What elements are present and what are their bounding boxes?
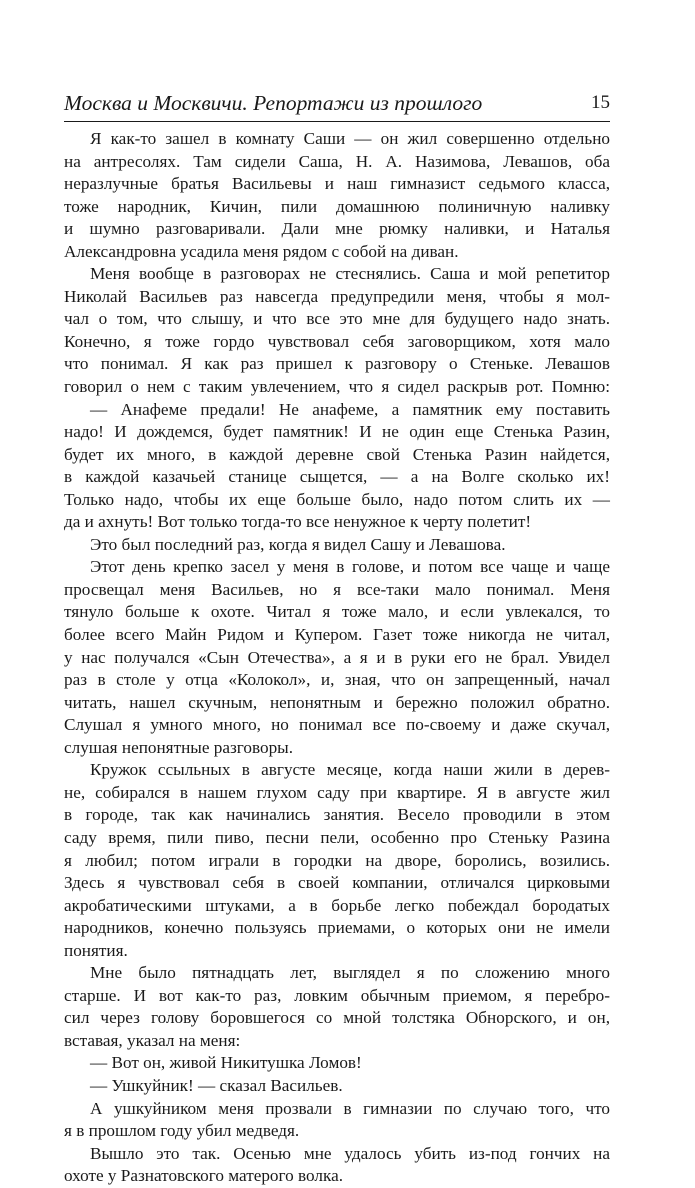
text-line: чал о том, что слышу, и что все это мне для будущего надо знать.	[64, 309, 610, 329]
text-line: говорил о нем с таким увлечением, что я сидел раскрыв рот. Помню:	[64, 377, 610, 397]
text-line: — Ушкуйник! — сказал Васильев.	[90, 1075, 343, 1095]
text-line: Я как-то зашел в комнату Саши — он жил совершенно отдельно	[90, 129, 610, 148]
text-line: Слушал я умного много, но понимал все по-своему и даже скучал,	[64, 715, 610, 735]
text-line: — Анафеме предали! Не анафеме, а памятник ему поставить	[90, 399, 610, 419]
text-line: А ушкуйником меня прозвали в гимназии по случаю того, что	[90, 1098, 610, 1118]
text-line: Только надо, чтобы их еще больше было, надо потом слить их —	[64, 489, 610, 509]
text-line: в городе, так как начинались занятия. Весело проводили в этом	[64, 805, 610, 825]
text-line: вставая, указал на меня:	[64, 1030, 241, 1050]
text-line: тоже народник, Кичин, пили домашнюю полиничную наливку	[64, 196, 610, 216]
text-line: что понимал. Я как раз пришел к разговору о Стеньке. Левашов	[64, 354, 610, 374]
text-line: Александровна усадила меня рядом с собой на диван.	[64, 241, 459, 261]
text-line: у нас получался «Сын Отечества», а я и в руки его не брал. Увидел	[64, 647, 610, 667]
running-head	[64, 88, 610, 118]
running-title: Москва и Москвичи. Репортажи из прошлого	[64, 91, 483, 115]
page-number: 15	[591, 92, 610, 113]
text-line: слушая непонятные разговоры.	[64, 737, 294, 757]
text-line: Николай Васильев раз навсегда предупредили меня, чтобы я мол-	[64, 286, 610, 306]
text-line: — Вот он, живой Никитушка Ломов!	[90, 1053, 362, 1073]
text-line: в каждой казачьей станице сыщется, — а на Волге сколько их!	[64, 467, 610, 487]
text-line: да и ахнуть! Вот только тогда-то все ненужное к черту полетит!	[64, 512, 532, 532]
text-line: и шумно разговаривали. Дали мне рюмку наливки, и Наталья	[64, 219, 610, 239]
text-line: Мне было пятнадцать лет, выглядел я по сложению много	[90, 963, 610, 983]
text-line: более всего Майн Ридом и Купером. Газет тоже никогда не читал,	[64, 625, 610, 645]
text-line: надо! И дождемся, будет памятник! И не один еще Стенька Разин,	[64, 422, 610, 442]
text-line: саду время, пили пиво, песни пели, особенно про Стеньку Разина	[64, 827, 610, 847]
text-line: Меня вообще в разговорах не стеснялись. Саша и мой репетитор	[90, 264, 610, 284]
text-line: будет их много, в каждой деревне свой Стенька Разин найдется,	[64, 444, 610, 464]
text-line: Здесь я чувствовал себя в своей компании, отличался цирковыми	[64, 873, 610, 893]
text-line: охоте у Разнатовского матерого волка.	[64, 1166, 343, 1186]
text-line: просвещал меня Васильев, но я все-таки мало понимал. Меня	[64, 579, 610, 599]
text-line: неразлучные братья Васильевы и наш гимназист седьмого класса,	[64, 174, 610, 194]
text-line: понятия.	[64, 940, 128, 960]
text-line: тянуло больше к охоте. Читал я тоже мало, и если увлекался, то	[64, 602, 610, 622]
text-line: старше. И вот как-то раз, ловким обычным приемом, я перебро-	[64, 985, 610, 1005]
text-line: я в прошлом году убил медведя.	[64, 1121, 300, 1141]
text-line: Это был последний раз, когда я видел Сашу и Левашова.	[90, 534, 506, 554]
text-line: Кружок ссыльных в августе месяце, когда наши жили в дерев-	[90, 760, 610, 780]
text-line: Конечно, я тоже гордо чувствовал себя заговорщиком, хотя мало	[64, 331, 610, 351]
body-text	[64, 128, 610, 1188]
text-line: сил через голову боровшегося со мной толстяка Обнорского, и он,	[64, 1008, 610, 1028]
text-line: я любил; потом играли в городки на дворе, боролись, возились.	[64, 850, 610, 870]
text-line: читать, нашел скучным, непонятным и бережно положил обратно.	[64, 692, 610, 712]
text-line: народников, конечно пользуясь приемами, о которых они не имели	[64, 918, 610, 938]
text-line: акробатическими штуками, а в борьбе легко побеждал бородатых	[64, 895, 610, 915]
text-line: Вышло это так. Осенью мне удалось убить из-под гончих на	[90, 1143, 610, 1163]
text-line: на антресолях. Там сидели Саша, Н. А. Назимова, Левашов, оба	[64, 151, 610, 171]
header-rule	[64, 121, 610, 122]
text-line: Этот день крепко засел у меня в голове, и потом все чаще и чаще	[90, 557, 610, 577]
text-line: раз в столе у отца «Колокол», и, зная, что он запрещенный, начал	[64, 670, 610, 690]
text-line: не, собирался в нашем глухом саду при квартире. Я в августе жил	[64, 782, 610, 802]
